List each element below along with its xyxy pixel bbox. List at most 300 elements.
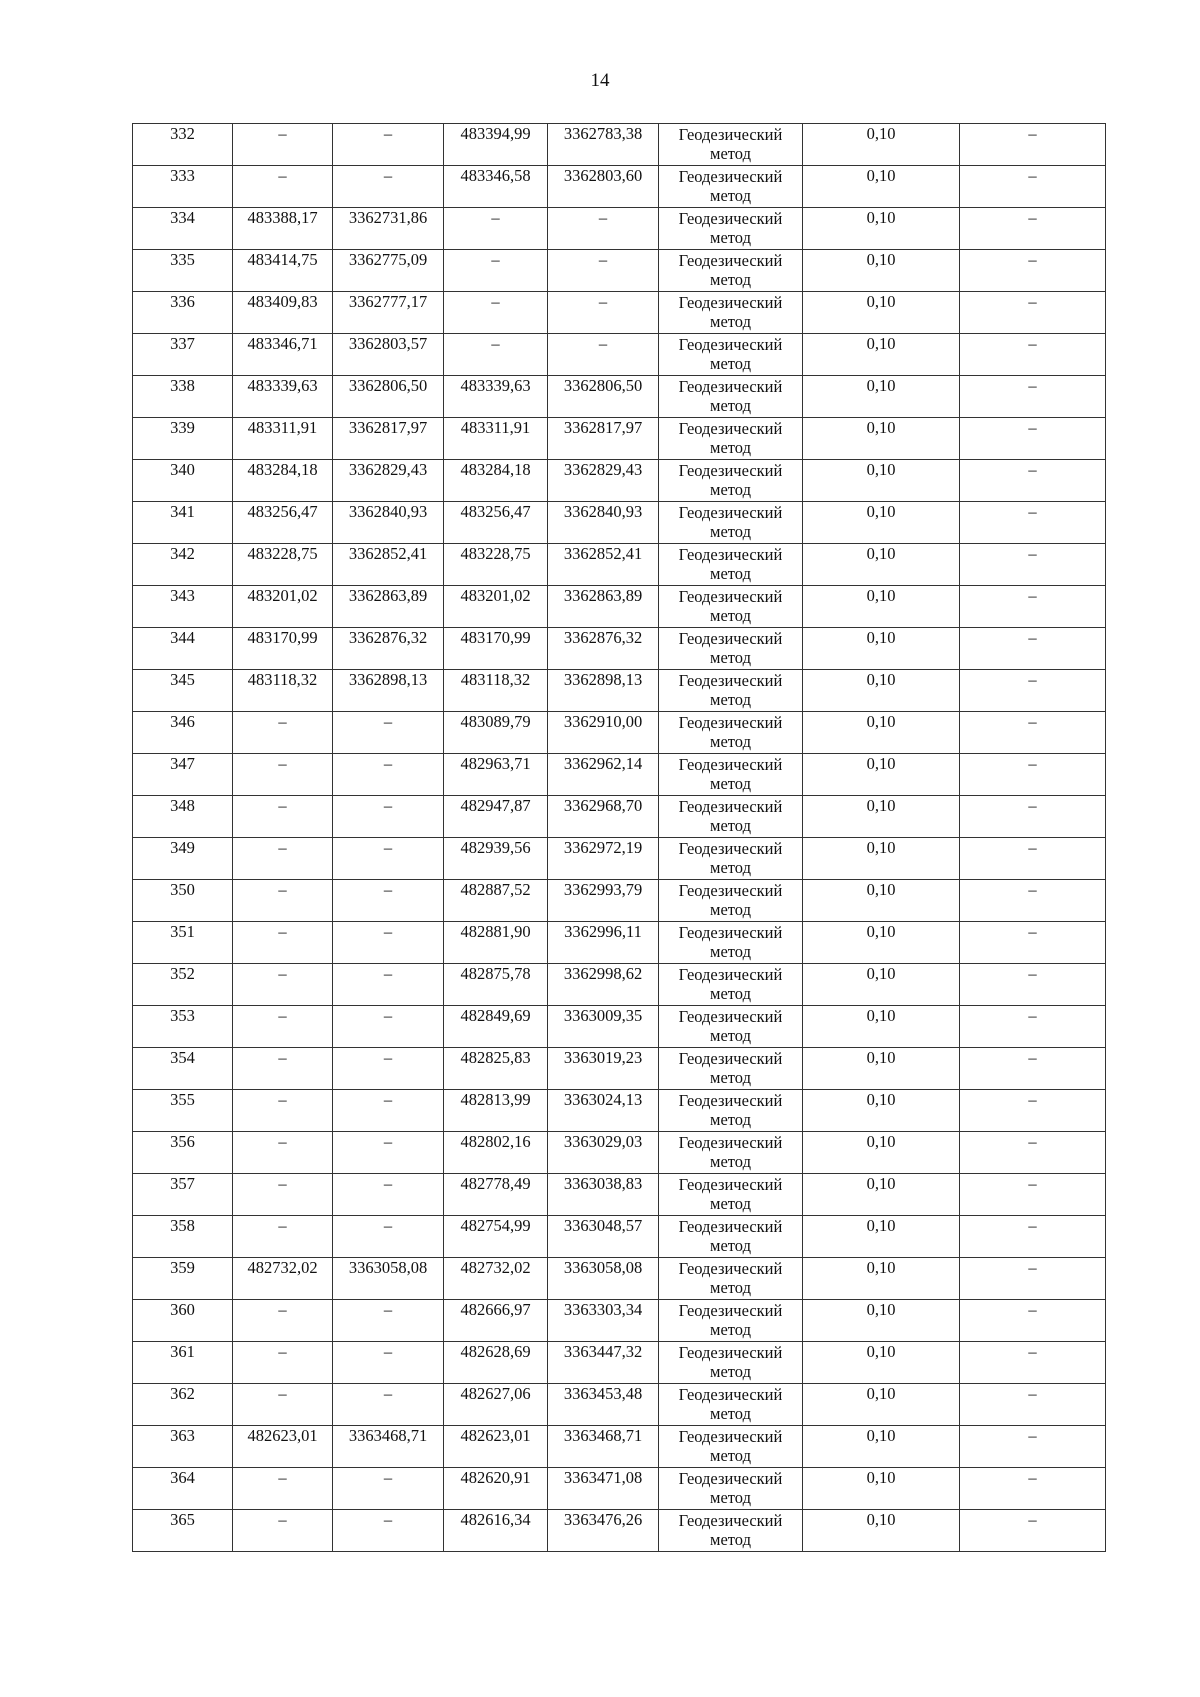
table-row — [133, 1174, 1106, 1216]
cell-point-number: 346 — [133, 712, 233, 754]
table-row — [133, 1300, 1106, 1342]
cell-old-x: 483409,83 — [233, 292, 333, 334]
cell-method: Геодезический метод — [659, 376, 803, 418]
cell-new-y: 3362968,70 — [548, 796, 659, 838]
cell-new-y: 3363471,08 — [548, 1468, 659, 1510]
cell-point-number: 354 — [133, 1048, 233, 1090]
cell-point-number: 351 — [133, 922, 233, 964]
cell-new-x: 483089,79 — [444, 712, 548, 754]
cell-method: Геодезический метод — [659, 922, 803, 964]
cell-point-number: 344 — [133, 628, 233, 670]
cell-accuracy: 0,10 — [803, 964, 960, 1006]
cell-old-x: – — [233, 796, 333, 838]
cell-new-x: 482620,91 — [444, 1468, 548, 1510]
cell-new-x: 482887,52 — [444, 880, 548, 922]
cell-old-y: 3363468,71 — [333, 1426, 444, 1468]
cell-accuracy: 0,10 — [803, 292, 960, 334]
cell-method: Геодезический метод — [659, 334, 803, 376]
cell-note: – — [960, 334, 1106, 376]
table-row — [133, 250, 1106, 292]
cell-new-y: 3362998,62 — [548, 964, 659, 1006]
table-row — [133, 586, 1106, 628]
cell-note: – — [960, 502, 1106, 544]
cell-new-x: 483228,75 — [444, 544, 548, 586]
cell-new-y: 3363009,35 — [548, 1006, 659, 1048]
cell-note: – — [960, 1090, 1106, 1132]
cell-method: Геодезический метод — [659, 166, 803, 208]
cell-old-y: – — [333, 1468, 444, 1510]
cell-note: – — [960, 922, 1106, 964]
cell-note: – — [960, 1216, 1106, 1258]
cell-new-x: 482802,16 — [444, 1132, 548, 1174]
cell-accuracy: 0,10 — [803, 502, 960, 544]
cell-note: – — [960, 586, 1106, 628]
cell-point-number: 342 — [133, 544, 233, 586]
cell-point-number: 345 — [133, 670, 233, 712]
cell-point-number: 363 — [133, 1426, 233, 1468]
cell-old-y: 3362777,17 — [333, 292, 444, 334]
cell-accuracy: 0,10 — [803, 1468, 960, 1510]
coordinates-table — [132, 123, 1106, 1552]
cell-method: Геодезический метод — [659, 628, 803, 670]
cell-new-y: 3363038,83 — [548, 1174, 659, 1216]
cell-old-x: 482732,02 — [233, 1258, 333, 1300]
cell-old-y: 3362876,32 — [333, 628, 444, 670]
table-row — [133, 1384, 1106, 1426]
cell-point-number: 361 — [133, 1342, 233, 1384]
cell-old-x: 483339,63 — [233, 376, 333, 418]
cell-old-x: 483414,75 — [233, 250, 333, 292]
cell-accuracy: 0,10 — [803, 922, 960, 964]
cell-point-number: 347 — [133, 754, 233, 796]
table-row — [133, 1090, 1106, 1132]
cell-old-y: – — [333, 922, 444, 964]
cell-note: – — [960, 880, 1106, 922]
cell-point-number: 362 — [133, 1384, 233, 1426]
cell-note: – — [960, 124, 1106, 166]
cell-new-x: 483284,18 — [444, 460, 548, 502]
cell-method: Геодезический метод — [659, 250, 803, 292]
cell-new-y: 3363453,48 — [548, 1384, 659, 1426]
table-row — [133, 1132, 1106, 1174]
cell-old-y: 3363058,08 — [333, 1258, 444, 1300]
cell-new-y: 3362806,50 — [548, 376, 659, 418]
cell-new-y: 3363019,23 — [548, 1048, 659, 1090]
cell-method: Геодезический метод — [659, 838, 803, 880]
table-row — [133, 334, 1106, 376]
cell-new-y: 3363303,34 — [548, 1300, 659, 1342]
cell-old-y: – — [333, 754, 444, 796]
cell-point-number: 332 — [133, 124, 233, 166]
cell-point-number: 339 — [133, 418, 233, 460]
cell-method: Геодезический метод — [659, 796, 803, 838]
cell-method: Геодезический метод — [659, 1300, 803, 1342]
cell-new-x: – — [444, 334, 548, 376]
cell-accuracy: 0,10 — [803, 1216, 960, 1258]
table-row — [133, 124, 1106, 166]
table-row — [133, 1048, 1106, 1090]
cell-point-number: 359 — [133, 1258, 233, 1300]
cell-method: Геодезический метод — [659, 124, 803, 166]
cell-method: Геодезический метод — [659, 1342, 803, 1384]
cell-method: Геодезический метод — [659, 1048, 803, 1090]
cell-accuracy: 0,10 — [803, 124, 960, 166]
cell-method: Геодезический метод — [659, 1174, 803, 1216]
cell-point-number: 340 — [133, 460, 233, 502]
cell-accuracy: 0,10 — [803, 1426, 960, 1468]
cell-new-y: 3362783,38 — [548, 124, 659, 166]
cell-new-x: – — [444, 208, 548, 250]
cell-new-y: – — [548, 292, 659, 334]
cell-old-x: 482623,01 — [233, 1426, 333, 1468]
cell-note: – — [960, 250, 1106, 292]
cell-old-x: – — [233, 922, 333, 964]
cell-new-x: 482875,78 — [444, 964, 548, 1006]
cell-old-x: – — [233, 1342, 333, 1384]
table-row — [133, 1216, 1106, 1258]
cell-old-x: 483388,17 — [233, 208, 333, 250]
cell-note: – — [960, 1384, 1106, 1426]
cell-new-y: 3362962,14 — [548, 754, 659, 796]
table-row — [133, 712, 1106, 754]
table-row — [133, 502, 1106, 544]
cell-new-y: 3362863,89 — [548, 586, 659, 628]
cell-old-y: – — [333, 124, 444, 166]
cell-note: – — [960, 1006, 1106, 1048]
cell-accuracy: 0,10 — [803, 670, 960, 712]
cell-method: Геодезический метод — [659, 1258, 803, 1300]
cell-old-y: 3362731,86 — [333, 208, 444, 250]
table-row — [133, 292, 1106, 334]
cell-new-x: 482963,71 — [444, 754, 548, 796]
cell-new-x: 482881,90 — [444, 922, 548, 964]
cell-accuracy: 0,10 — [803, 712, 960, 754]
cell-method: Геодезический метод — [659, 1426, 803, 1468]
cell-accuracy: 0,10 — [803, 418, 960, 460]
cell-accuracy: 0,10 — [803, 1510, 960, 1552]
cell-old-x: – — [233, 838, 333, 880]
table-row — [133, 754, 1106, 796]
cell-old-y: – — [333, 712, 444, 754]
cell-note: – — [960, 754, 1106, 796]
cell-note: – — [960, 838, 1106, 880]
cell-point-number: 348 — [133, 796, 233, 838]
cell-old-y: – — [333, 1048, 444, 1090]
cell-old-x: – — [233, 754, 333, 796]
cell-new-x: 483339,63 — [444, 376, 548, 418]
cell-note: – — [960, 628, 1106, 670]
cell-accuracy: 0,10 — [803, 1300, 960, 1342]
cell-method: Геодезический метод — [659, 292, 803, 334]
cell-old-x: 483346,71 — [233, 334, 333, 376]
cell-new-x: 482947,87 — [444, 796, 548, 838]
cell-new-x: 483118,32 — [444, 670, 548, 712]
cell-old-y: – — [333, 1300, 444, 1342]
cell-old-x: 483284,18 — [233, 460, 333, 502]
cell-new-y: 3362972,19 — [548, 838, 659, 880]
cell-note: – — [960, 712, 1106, 754]
cell-point-number: 353 — [133, 1006, 233, 1048]
cell-point-number: 336 — [133, 292, 233, 334]
cell-note: – — [960, 1048, 1106, 1090]
cell-method: Геодезический метод — [659, 712, 803, 754]
cell-accuracy: 0,10 — [803, 166, 960, 208]
cell-point-number: 356 — [133, 1132, 233, 1174]
cell-old-y: – — [333, 1342, 444, 1384]
cell-point-number: 343 — [133, 586, 233, 628]
cell-method: Геодезический метод — [659, 754, 803, 796]
cell-note: – — [960, 1426, 1106, 1468]
cell-point-number: 364 — [133, 1468, 233, 1510]
cell-method: Геодезический метод — [659, 1090, 803, 1132]
cell-note: – — [960, 292, 1106, 334]
cell-new-y: 3362840,93 — [548, 502, 659, 544]
cell-accuracy: 0,10 — [803, 1048, 960, 1090]
cell-old-y: – — [333, 1510, 444, 1552]
cell-accuracy: 0,10 — [803, 754, 960, 796]
cell-new-y: – — [548, 334, 659, 376]
cell-note: – — [960, 1300, 1106, 1342]
cell-accuracy: 0,10 — [803, 1132, 960, 1174]
cell-method: Геодезический метод — [659, 586, 803, 628]
cell-note: – — [960, 1132, 1106, 1174]
cell-new-x: – — [444, 250, 548, 292]
table-row — [133, 880, 1106, 922]
cell-point-number: 341 — [133, 502, 233, 544]
cell-note: – — [960, 208, 1106, 250]
table-row — [133, 166, 1106, 208]
cell-old-x: – — [233, 1132, 333, 1174]
cell-old-y: 3362803,57 — [333, 334, 444, 376]
cell-new-x: 482778,49 — [444, 1174, 548, 1216]
cell-new-y: 3362898,13 — [548, 670, 659, 712]
cell-new-x: 483170,99 — [444, 628, 548, 670]
cell-old-x: – — [233, 1468, 333, 1510]
cell-new-x: 482849,69 — [444, 1006, 548, 1048]
cell-accuracy: 0,10 — [803, 880, 960, 922]
cell-point-number: 358 — [133, 1216, 233, 1258]
table-row — [133, 1510, 1106, 1552]
cell-accuracy: 0,10 — [803, 838, 960, 880]
cell-new-y: – — [548, 250, 659, 292]
cell-note: – — [960, 418, 1106, 460]
cell-new-y: 3363024,13 — [548, 1090, 659, 1132]
table-row — [133, 460, 1106, 502]
cell-old-y: – — [333, 838, 444, 880]
cell-old-y: – — [333, 1216, 444, 1258]
cell-accuracy: 0,10 — [803, 586, 960, 628]
cell-note: – — [960, 796, 1106, 838]
cell-method: Геодезический метод — [659, 418, 803, 460]
cell-note: – — [960, 376, 1106, 418]
cell-note: – — [960, 460, 1106, 502]
cell-new-y: 3362993,79 — [548, 880, 659, 922]
cell-point-number: 335 — [133, 250, 233, 292]
table-row — [133, 796, 1106, 838]
cell-new-y: 3363447,32 — [548, 1342, 659, 1384]
cell-note: – — [960, 1468, 1106, 1510]
cell-new-y: 3363048,57 — [548, 1216, 659, 1258]
table-row — [133, 838, 1106, 880]
table-row — [133, 1468, 1106, 1510]
cell-new-x: 483201,02 — [444, 586, 548, 628]
cell-old-x: – — [233, 1090, 333, 1132]
cell-method: Геодезический метод — [659, 1132, 803, 1174]
cell-old-y: – — [333, 1384, 444, 1426]
cell-accuracy: 0,10 — [803, 334, 960, 376]
cell-point-number: 338 — [133, 376, 233, 418]
cell-point-number: 349 — [133, 838, 233, 880]
cell-old-y: 3362852,41 — [333, 544, 444, 586]
page-number: 14 — [590, 70, 610, 91]
cell-old-x: – — [233, 1048, 333, 1090]
cell-new-y: 3362876,32 — [548, 628, 659, 670]
cell-old-x: 483311,91 — [233, 418, 333, 460]
cell-old-y: – — [333, 1006, 444, 1048]
table-row — [133, 376, 1106, 418]
cell-new-y: 3362829,43 — [548, 460, 659, 502]
cell-note: – — [960, 1342, 1106, 1384]
cell-new-x: 482666,97 — [444, 1300, 548, 1342]
cell-point-number: 355 — [133, 1090, 233, 1132]
cell-note: – — [960, 1174, 1106, 1216]
cell-old-x: 483170,99 — [233, 628, 333, 670]
cell-old-y: – — [333, 964, 444, 1006]
cell-method: Геодезический метод — [659, 964, 803, 1006]
cell-new-x: 482627,06 — [444, 1384, 548, 1426]
table-row — [133, 1006, 1106, 1048]
cell-point-number: 360 — [133, 1300, 233, 1342]
cell-old-x: – — [233, 1510, 333, 1552]
cell-accuracy: 0,10 — [803, 460, 960, 502]
cell-note: – — [960, 964, 1106, 1006]
cell-old-y: 3362806,50 — [333, 376, 444, 418]
cell-old-y: 3362840,93 — [333, 502, 444, 544]
table-row — [133, 922, 1106, 964]
cell-old-x: 483201,02 — [233, 586, 333, 628]
cell-accuracy: 0,10 — [803, 1384, 960, 1426]
cell-old-y: 3362775,09 — [333, 250, 444, 292]
cell-note: – — [960, 670, 1106, 712]
cell-old-y: 3362863,89 — [333, 586, 444, 628]
cell-new-x: 483256,47 — [444, 502, 548, 544]
cell-old-y: 3362829,43 — [333, 460, 444, 502]
cell-accuracy: 0,10 — [803, 376, 960, 418]
cell-note: – — [960, 1510, 1106, 1552]
cell-new-y: 3362996,11 — [548, 922, 659, 964]
cell-method: Геодезический метод — [659, 880, 803, 922]
cell-method: Геодезический метод — [659, 1006, 803, 1048]
cell-accuracy: 0,10 — [803, 544, 960, 586]
table-row — [133, 964, 1106, 1006]
cell-method: Геодезический метод — [659, 208, 803, 250]
cell-old-x: – — [233, 1006, 333, 1048]
cell-old-y: – — [333, 796, 444, 838]
cell-point-number: 333 — [133, 166, 233, 208]
cell-new-x: 482732,02 — [444, 1258, 548, 1300]
table-row — [133, 418, 1106, 460]
table-row — [133, 1342, 1106, 1384]
cell-new-y: 3363058,08 — [548, 1258, 659, 1300]
cell-new-x: 483311,91 — [444, 418, 548, 460]
cell-point-number: 337 — [133, 334, 233, 376]
cell-point-number: 365 — [133, 1510, 233, 1552]
cell-new-y: 3362817,97 — [548, 418, 659, 460]
cell-method: Геодезический метод — [659, 1216, 803, 1258]
cell-new-x: 483394,99 — [444, 124, 548, 166]
table-row — [133, 1258, 1106, 1300]
cell-old-x: 483256,47 — [233, 502, 333, 544]
cell-method: Геодезический метод — [659, 1510, 803, 1552]
cell-old-x: – — [233, 964, 333, 1006]
cell-point-number: 357 — [133, 1174, 233, 1216]
cell-new-y: 3363468,71 — [548, 1426, 659, 1468]
cell-old-x: – — [233, 712, 333, 754]
table-row — [133, 628, 1106, 670]
table-row — [133, 544, 1106, 586]
cell-accuracy: 0,10 — [803, 1006, 960, 1048]
cell-old-y: 3362817,97 — [333, 418, 444, 460]
cell-new-y: 3363476,26 — [548, 1510, 659, 1552]
cell-accuracy: 0,10 — [803, 1090, 960, 1132]
cell-accuracy: 0,10 — [803, 1174, 960, 1216]
cell-note: – — [960, 544, 1106, 586]
cell-new-x: 482628,69 — [444, 1342, 548, 1384]
cell-point-number: 334 — [133, 208, 233, 250]
coordinates-table-body — [133, 124, 1106, 1552]
cell-old-x: – — [233, 166, 333, 208]
cell-new-x: – — [444, 292, 548, 334]
cell-method: Геодезический метод — [659, 460, 803, 502]
cell-old-x: – — [233, 1300, 333, 1342]
cell-new-y: – — [548, 208, 659, 250]
cell-old-y: 3362898,13 — [333, 670, 444, 712]
cell-old-x: – — [233, 1384, 333, 1426]
cell-new-y: 3362910,00 — [548, 712, 659, 754]
cell-method: Геодезический метод — [659, 670, 803, 712]
table-row — [133, 208, 1106, 250]
cell-method: Геодезический метод — [659, 1468, 803, 1510]
cell-new-y: 3363029,03 — [548, 1132, 659, 1174]
cell-old-x: – — [233, 1174, 333, 1216]
cell-new-x: 483346,58 — [444, 166, 548, 208]
table-row — [133, 1426, 1106, 1468]
cell-old-y: – — [333, 1132, 444, 1174]
cell-old-y: – — [333, 166, 444, 208]
cell-method: Геодезический метод — [659, 1384, 803, 1426]
cell-note: – — [960, 1258, 1106, 1300]
cell-point-number: 352 — [133, 964, 233, 1006]
cell-point-number: 350 — [133, 880, 233, 922]
cell-new-x: 482623,01 — [444, 1426, 548, 1468]
cell-old-y: – — [333, 1090, 444, 1132]
cell-note: – — [960, 166, 1106, 208]
cell-new-x: 482825,83 — [444, 1048, 548, 1090]
cell-accuracy: 0,10 — [803, 1258, 960, 1300]
cell-new-x: 482616,34 — [444, 1510, 548, 1552]
cell-new-x: 482813,99 — [444, 1090, 548, 1132]
cell-old-y: – — [333, 1174, 444, 1216]
table-row — [133, 670, 1106, 712]
cell-accuracy: 0,10 — [803, 1342, 960, 1384]
cell-method: Геодезический метод — [659, 502, 803, 544]
cell-old-x: 483228,75 — [233, 544, 333, 586]
cell-accuracy: 0,10 — [803, 628, 960, 670]
cell-new-x: 482939,56 — [444, 838, 548, 880]
cell-accuracy: 0,10 — [803, 208, 960, 250]
cell-new-x: 482754,99 — [444, 1216, 548, 1258]
cell-old-x: – — [233, 1216, 333, 1258]
